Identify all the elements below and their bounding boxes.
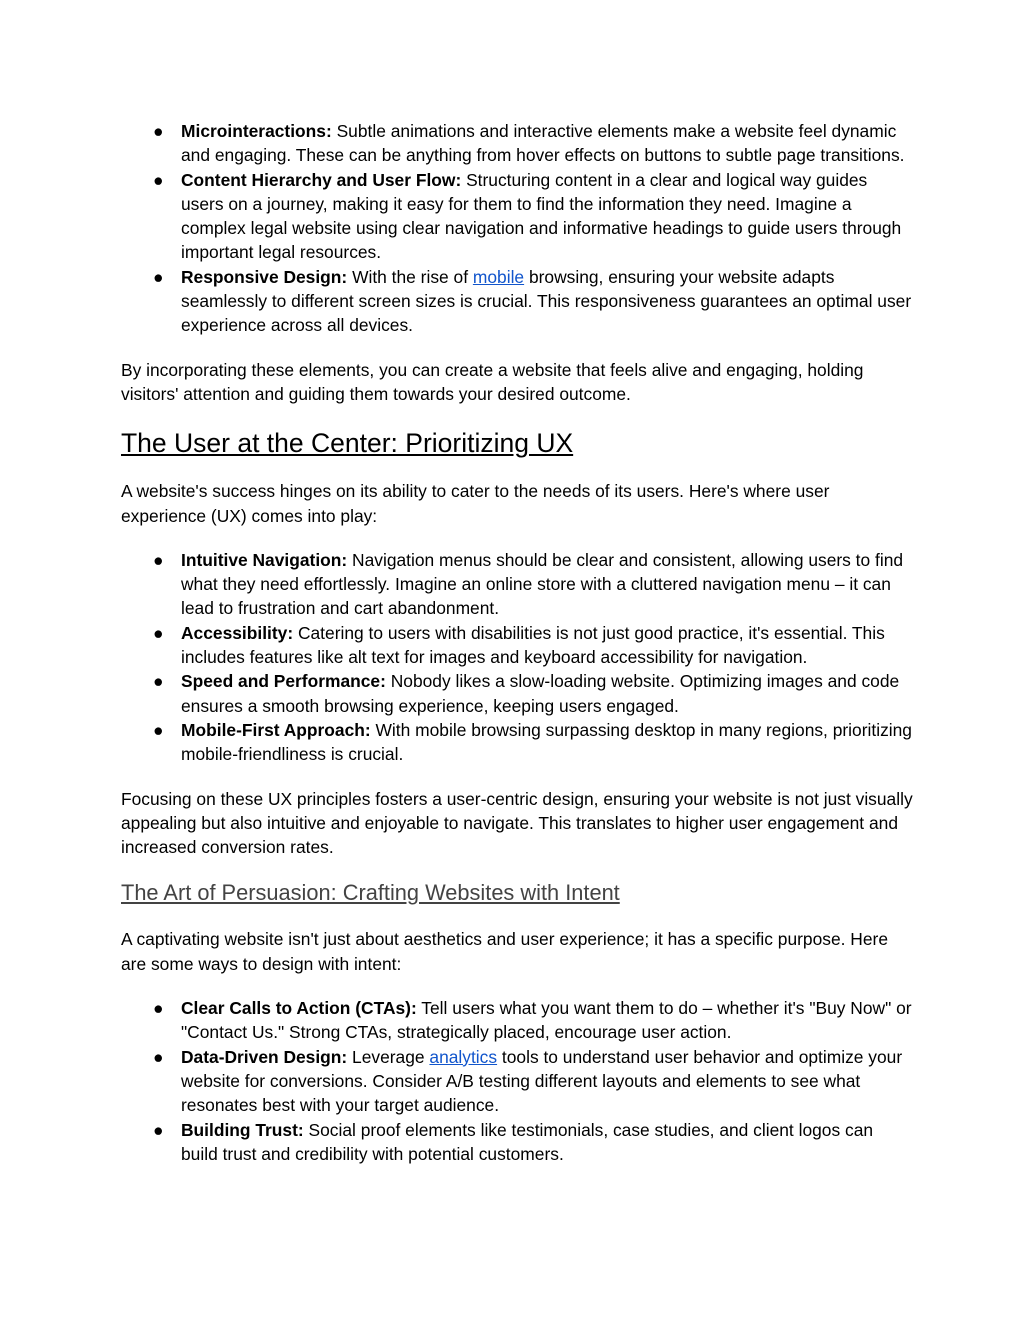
bullet-icon: ● [153,169,164,190]
bullet-icon: ● [153,266,164,287]
list-item-term: Intuitive Navigation: [181,549,348,570]
paragraph-ux-intro: A website's success hinges on its ability to cater to the needs of its users. Here's where user experience (UX) comes into play: [121,481,830,526]
list-item-text: Navigation menus should be clear and consistent, allowing users to find what they need effortlessly. Imagine an online store with a cluttered navigation menu – it can lead to frustration and cart abandonment. [181,549,904,619]
bullet-icon: ● [153,622,164,643]
paragraph-summary: By incorporating these elements, you can create a website that feels alive and engaging, holding visitors' attention and guiding them towards your desired outcome. [121,359,864,404]
paragraph-intent-intro: A captivating website isn't just about aesthetics and user experience; it has a specific purpose. Here are some ways to design with intent: [121,929,889,974]
list-item-text: Social proof elements like testimonials, case studies, and client logos can build trust and credibility with potential customers. [181,1119,874,1164]
list-item-term: Accessibility: [181,622,294,643]
list-item-text: With mobile browsing surpassing desktop in many regions, prioritizing mobile-friendliness is crucial. [181,719,912,765]
list-item-text: Tell users what you want them to do – whether it's "Buy Now" or "Contact Us." Strong CTAs, strategically placed, encourage user action. [181,998,912,1043]
list-item-term: Speed and Performance: [181,671,386,692]
paragraph-ux-summary: Focusing on these UX principles fosters a user-centric design, ensuring your website is not just visually appealing but also intuitive and enjoyable to navigate. This translates to higher user engagement and increased conversion rates. [121,788,913,858]
list-item-term: Clear Calls to Action (CTAs): [181,998,417,1019]
list-item-term: Mobile-First Approach: [181,719,371,740]
bullet-icon: ● [153,121,164,141]
list-item [121,1045,914,1118]
bullet-icon: ● [153,719,164,740]
heading-user-at-center: The User at the Center: Prioritizing UX [121,428,574,459]
mobile-link[interactable]: mobile [472,266,525,287]
bullet-icon: ● [153,671,164,692]
analytics-link[interactable]: analytics [429,1046,498,1067]
list-item-term: Content Hierarchy and User Flow: [181,169,462,190]
list-item-text: Subtle animations and interactive elements make a website feel dynamic and engaging. These can be anything from hover effects on buttons to subtle page transitions. [181,121,905,166]
list-item-text: tools to understand user behavior and optimize your website for conversions. Consider A/B testing different layouts and elements to see what resonates best with your target audience. [181,1046,903,1116]
list-item [121,265,914,338]
list-item-term: Data-Driven Design: [181,1046,348,1067]
list-item [121,168,914,265]
bullet-icon: ● [153,1046,164,1067]
bullet-icon: ● [153,1119,164,1140]
list-item-term: Microinteractions: [181,121,332,141]
list-item-text: With the rise of [347,266,473,287]
list-item [121,718,914,767]
bullet-icon: ● [153,998,164,1019]
list-item [121,119,914,168]
list-item-text: browsing, ensuring your website adapts seamlessly to different screen sizes is crucial. This responsiveness guarantees an optimal user experience across all devices. [181,266,912,336]
list-item-text: Leverage [347,1046,430,1067]
list-item [121,669,914,718]
bullet-list-design-elements [121,119,914,338]
bullet-icon: ● [153,549,164,570]
heading-art-of-persuasion: The Art of Persuasion: Crafting Websites with Intent [121,880,620,906]
list-item-term: Responsive Design: [181,266,348,287]
list-item [121,996,914,1045]
list-item [121,1118,914,1167]
list-item [121,621,914,670]
bullet-list-intent [121,996,914,1166]
bullet-list-ux [121,548,914,767]
list-item [121,548,914,621]
list-item-text: Structuring content in a clear and logical way guides users on a journey, making it easy for them to find the information they need. Imagine a complex legal website using clear navigation and informative headings to guide users through important legal resources. [181,169,902,263]
list-item-text: Catering to users with disabilities is not just good practice, it's essential. This includes features like alt text for images and keyboard accessibility for navigation. [181,622,885,668]
list-item-term: Building Trust: [181,1119,304,1140]
list-item-text: Nobody likes a slow-loading website. Optimizing images and code ensures a smooth browsing experience, keeping users engaged. [181,671,900,716]
